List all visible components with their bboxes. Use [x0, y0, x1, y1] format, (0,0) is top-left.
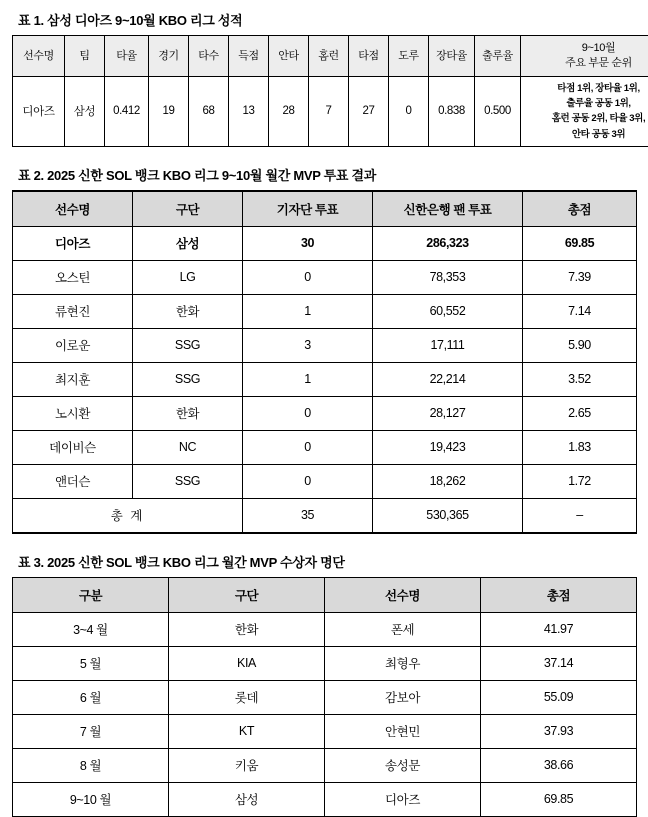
table-row — [13, 646, 637, 680]
cell-total-score: 3.52 — [523, 362, 637, 396]
cell-runs: 13 — [229, 77, 269, 147]
cell-player: 송성문 — [325, 748, 481, 782]
cell-player: 폰세 — [325, 612, 481, 646]
col-hits: 안타 — [269, 36, 309, 77]
table-header-row — [13, 36, 648, 77]
cell-total-press-vote: 35 — [243, 498, 373, 533]
table-row — [13, 77, 648, 147]
col-player: 선수명 — [13, 191, 133, 227]
cell-total-score: 37.93 — [481, 714, 637, 748]
col-player: 선수명 — [13, 36, 65, 77]
cell-club: 키움 — [169, 748, 325, 782]
rank-line: 홈런 공동 2위, 타율 3위, — [524, 111, 648, 126]
cell-press-vote: 0 — [243, 464, 373, 498]
cell-category-ranks — [521, 77, 648, 147]
cell-press-vote: 1 — [243, 362, 373, 396]
table2-caption: 표 2. 2025 신한 SOL 뱅크 KBO 리그 9~10월 월간 MVP 투표 결과 — [18, 165, 636, 184]
col-press-vote: 기자단 투표 — [243, 191, 373, 227]
col-at-bats: 타수 — [189, 36, 229, 77]
cell-press-vote: 30 — [243, 226, 373, 260]
col-category-ranks-line1: 9~10월 — [523, 41, 648, 56]
cell-club: 한화 — [133, 396, 243, 430]
cell-total-score: – — [523, 498, 637, 533]
cell-club: 삼성 — [169, 782, 325, 816]
cell-press-vote: 1 — [243, 294, 373, 328]
col-steals: 도루 — [389, 36, 429, 77]
cell-total-score: 41.97 — [481, 612, 637, 646]
cell-club: KIA — [169, 646, 325, 680]
cell-period: 3~4 월 — [13, 612, 169, 646]
cell-steals: 0 — [389, 77, 429, 147]
rank-line: 안타 공동 3위 — [524, 127, 648, 142]
rank-line: 출루율 공동 1위, — [524, 96, 648, 111]
cell-total-score: 2.65 — [523, 396, 637, 430]
cell-player: 최지훈 — [13, 362, 133, 396]
cell-total-score: 69.85 — [481, 782, 637, 816]
cell-total-score: 1.83 — [523, 430, 637, 464]
cell-player: 디아즈 — [13, 226, 133, 260]
cell-slugging: 0.838 — [429, 77, 475, 147]
table-row — [13, 748, 637, 782]
cell-club: KT — [169, 714, 325, 748]
cell-total-label: 총 계 — [13, 498, 243, 533]
cell-home-runs: 7 — [309, 77, 349, 147]
cell-fan-vote: 60,552 — [373, 294, 523, 328]
cell-player: 최형우 — [325, 646, 481, 680]
cell-team: 삼성 — [65, 77, 105, 147]
table3-caption: 표 3. 2025 신한 SOL 뱅크 KBO 리그 월간 MVP 수상자 명단 — [18, 552, 636, 571]
cell-total-score: 7.14 — [523, 294, 637, 328]
col-slugging: 장타율 — [429, 36, 475, 77]
col-category-ranks-line2: 주요 부문 순위 — [523, 56, 648, 71]
table-row — [13, 464, 637, 498]
cell-games: 19 — [149, 77, 189, 147]
cell-fan-vote: 286,323 — [373, 226, 523, 260]
cell-fan-vote: 28,127 — [373, 396, 523, 430]
cell-period: 7 월 — [13, 714, 169, 748]
cell-fan-vote: 78,353 — [373, 260, 523, 294]
table-row — [13, 226, 637, 260]
cell-press-vote: 0 — [243, 430, 373, 464]
cell-rbi: 27 — [349, 77, 389, 147]
table-row — [13, 362, 637, 396]
cell-player: 디아즈 — [13, 77, 65, 147]
cell-club: 한화 — [133, 294, 243, 328]
cell-player: 앤더슨 — [13, 464, 133, 498]
table-row — [13, 612, 637, 646]
cell-fan-vote: 19,423 — [373, 430, 523, 464]
cell-hits: 28 — [269, 77, 309, 147]
cell-at-bats: 68 — [189, 77, 229, 147]
cell-fan-vote: 18,262 — [373, 464, 523, 498]
table-row — [13, 430, 637, 464]
cell-total-score: 55.09 — [481, 680, 637, 714]
table-total-row — [13, 498, 637, 533]
table-header-row — [13, 191, 637, 227]
cell-club: 한화 — [169, 612, 325, 646]
col-fan-vote: 신한은행 팬 투표 — [373, 191, 523, 227]
table-row — [13, 260, 637, 294]
cell-total-score: 69.85 — [523, 226, 637, 260]
col-club: 구단 — [133, 191, 243, 227]
cell-player: 안현민 — [325, 714, 481, 748]
table-row — [13, 680, 637, 714]
cell-total-score: 1.72 — [523, 464, 637, 498]
table-row — [13, 396, 637, 430]
cell-press-vote: 3 — [243, 328, 373, 362]
cell-club: NC — [133, 430, 243, 464]
col-home-runs: 홈런 — [309, 36, 349, 77]
cell-total-score: 7.39 — [523, 260, 637, 294]
cell-club: 롯데 — [169, 680, 325, 714]
col-period: 구분 — [13, 577, 169, 612]
rank-line: 타점 1위, 장타율 1위, — [524, 81, 648, 96]
table-samsung-diaz-stats — [12, 35, 648, 147]
cell-player: 데이비슨 — [13, 430, 133, 464]
table-mvp-vote-results — [12, 190, 637, 534]
cell-total-score: 5.90 — [523, 328, 637, 362]
cell-period: 6 월 — [13, 680, 169, 714]
cell-total-score: 37.14 — [481, 646, 637, 680]
table-header-row — [13, 577, 637, 612]
col-total-score: 총점 — [481, 577, 637, 612]
col-category-ranks — [521, 36, 648, 77]
col-player: 선수명 — [325, 577, 481, 612]
cell-player: 이로운 — [13, 328, 133, 362]
cell-period: 9~10 월 — [13, 782, 169, 816]
cell-avg: 0.412 — [105, 77, 149, 147]
table-row — [13, 328, 637, 362]
cell-club: SSG — [133, 362, 243, 396]
cell-on-base: 0.500 — [475, 77, 521, 147]
cell-fan-vote: 22,214 — [373, 362, 523, 396]
cell-club: SSG — [133, 328, 243, 362]
cell-club: SSG — [133, 464, 243, 498]
cell-club: LG — [133, 260, 243, 294]
col-on-base: 출루율 — [475, 36, 521, 77]
col-avg: 타율 — [105, 36, 149, 77]
col-club: 구단 — [169, 577, 325, 612]
cell-player: 오스틴 — [13, 260, 133, 294]
cell-total-score: 38.66 — [481, 748, 637, 782]
cell-period: 8 월 — [13, 748, 169, 782]
cell-fan-vote: 17,111 — [373, 328, 523, 362]
table1-caption: 표 1. 삼성 디아즈 9~10월 KBO 리그 성적 — [18, 10, 636, 29]
cell-player: 감보아 — [325, 680, 481, 714]
table-row — [13, 714, 637, 748]
cell-player: 디아즈 — [325, 782, 481, 816]
table-row — [13, 782, 637, 816]
col-games: 경기 — [149, 36, 189, 77]
cell-club: 삼성 — [133, 226, 243, 260]
table-row — [13, 294, 637, 328]
col-rbi: 타점 — [349, 36, 389, 77]
cell-player: 노시환 — [13, 396, 133, 430]
col-runs: 득점 — [229, 36, 269, 77]
col-total-score: 총점 — [523, 191, 637, 227]
cell-press-vote: 0 — [243, 260, 373, 294]
cell-period: 5 월 — [13, 646, 169, 680]
cell-player: 류현진 — [13, 294, 133, 328]
col-team: 팀 — [65, 36, 105, 77]
cell-total-fan-vote: 530,365 — [373, 498, 523, 533]
cell-press-vote: 0 — [243, 396, 373, 430]
